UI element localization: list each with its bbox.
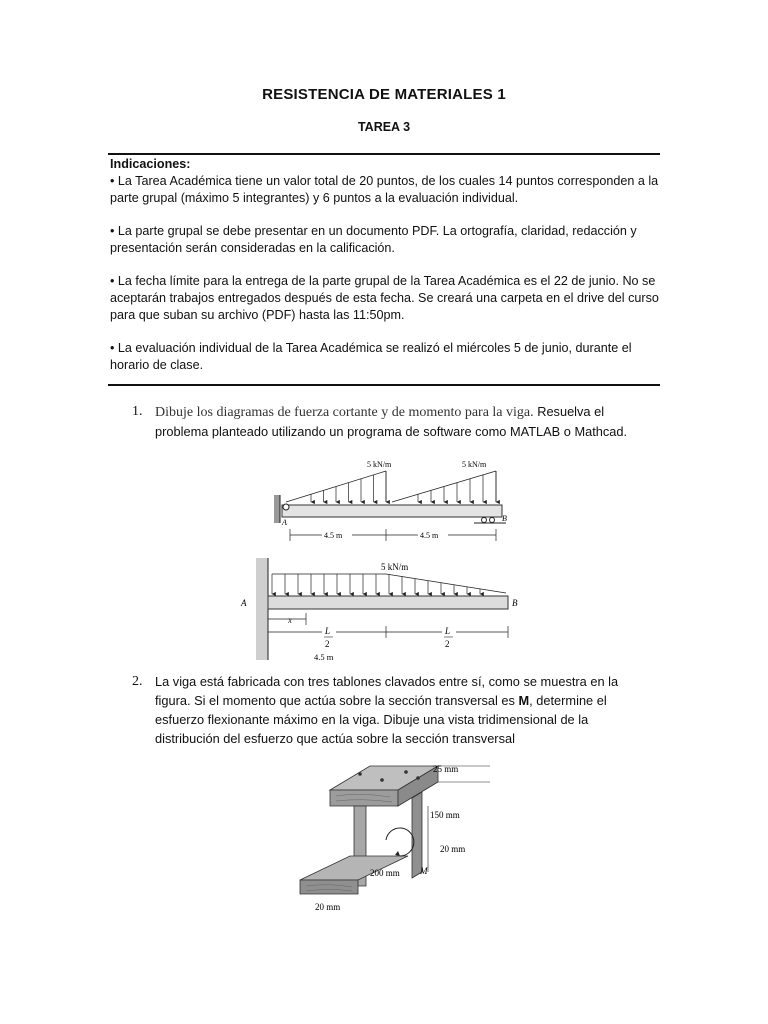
beam bbox=[282, 505, 502, 517]
question-2-bold: M bbox=[518, 693, 530, 708]
fig3-dim-width: 200 mm bbox=[370, 868, 400, 878]
fig2-half-num-1: L bbox=[325, 626, 331, 636]
figure-beam-two-loads bbox=[262, 455, 512, 555]
fig3-dim-web: 20 mm bbox=[440, 844, 466, 854]
top-divider bbox=[108, 153, 660, 155]
fig2-length: 4.5 m bbox=[314, 652, 334, 662]
question-2-number: 2. bbox=[132, 674, 143, 689]
fig1-load-left: 5 kN/m bbox=[367, 460, 392, 469]
cantilever-beam bbox=[268, 596, 508, 609]
pin-a bbox=[283, 504, 289, 510]
figure-wood-beam bbox=[290, 760, 510, 914]
wall-support bbox=[274, 495, 280, 523]
question-1 bbox=[132, 402, 660, 441]
fig1-label-b: B bbox=[502, 514, 507, 523]
indicacion-item-3: • La fecha límite para la entrega de la parte grupal de la Tarea Académica es el 22 de junio. No se aceptarán trabajos entregados después de esta fecha. Se creará una carpeta en el drive del curso para que suban su archivo (PDF) hasta las 11:50pm. bbox=[110, 274, 659, 322]
fixed-wall bbox=[256, 558, 268, 660]
fig2-label-b: B bbox=[512, 598, 518, 608]
fig2-label-a: A bbox=[241, 598, 247, 608]
indicaciones-heading: Indicaciones: bbox=[110, 157, 191, 171]
indicacion-item-2: • La parte grupal se debe presentar en un documento PDF. La ortografía, claridad, redacción y presentación serán consideradas en la calificación. bbox=[110, 224, 637, 255]
fig2-load: 5 kN/m bbox=[381, 562, 409, 572]
question-2 bbox=[132, 672, 635, 748]
question-1-lead: Dibuje los diagramas de fuerza cortante y de momento para la viga. bbox=[155, 405, 534, 420]
fig1-span-left: 4.5 m bbox=[324, 531, 343, 540]
figure-cantilever-beam bbox=[236, 556, 526, 664]
fig3-dim-top: 25 mm bbox=[433, 764, 459, 774]
question-1-rest: Resuelva el problema planteado utilizando un programa de software como MATLAB o Mathcad. bbox=[155, 404, 628, 439]
fig1-load-right: 5 kN/m bbox=[462, 460, 487, 469]
document-subtitle: TAREA 3 bbox=[357, 120, 411, 134]
fig2-half-num-2: L bbox=[445, 626, 451, 636]
fig1-span-right: 4.5 m bbox=[420, 531, 439, 540]
document-title: RESISTENCIA DE MATERIALES 1 bbox=[262, 86, 506, 103]
fig2-half-den-1: 2 bbox=[325, 639, 330, 649]
indicaciones-block bbox=[110, 156, 660, 390]
question-2-text-after: , determine el esfuerzo flexionante máximo en la viga. Dibuje una vista tridimensional de la distribución del esfuerzo que actúa sobre la sección transversal bbox=[155, 693, 607, 746]
indicacion-item-1: • La Tarea Académica tiene un valor total de 20 puntos, de los cuales 14 puntos corresponden a la parte grupal (máximo 5 integrantes) y 6 puntos a la evaluación individual. bbox=[110, 174, 659, 205]
fig3-dim-flange: 20 mm bbox=[315, 902, 341, 912]
fig2-x-label: x bbox=[288, 615, 292, 625]
fig1-label-a: A bbox=[282, 518, 287, 527]
fig3-moment: M bbox=[420, 866, 428, 876]
fig2-half-den-2: 2 bbox=[445, 639, 450, 649]
fig3-dim-height: 150 mm bbox=[430, 810, 460, 820]
question-1-number: 1. bbox=[132, 404, 143, 419]
indicacion-item-4: • La evaluación individual de la Tarea Académica se realizó el miércoles 5 de junio, durante el horario de clase. bbox=[110, 341, 632, 372]
question-2-text-before: La viga está fabricada con tres tablones clavados entre sí, como se muestra en la figura. Si el momento que actúa sobre la sección transversal es bbox=[155, 674, 619, 708]
bottom-divider bbox=[108, 384, 660, 386]
